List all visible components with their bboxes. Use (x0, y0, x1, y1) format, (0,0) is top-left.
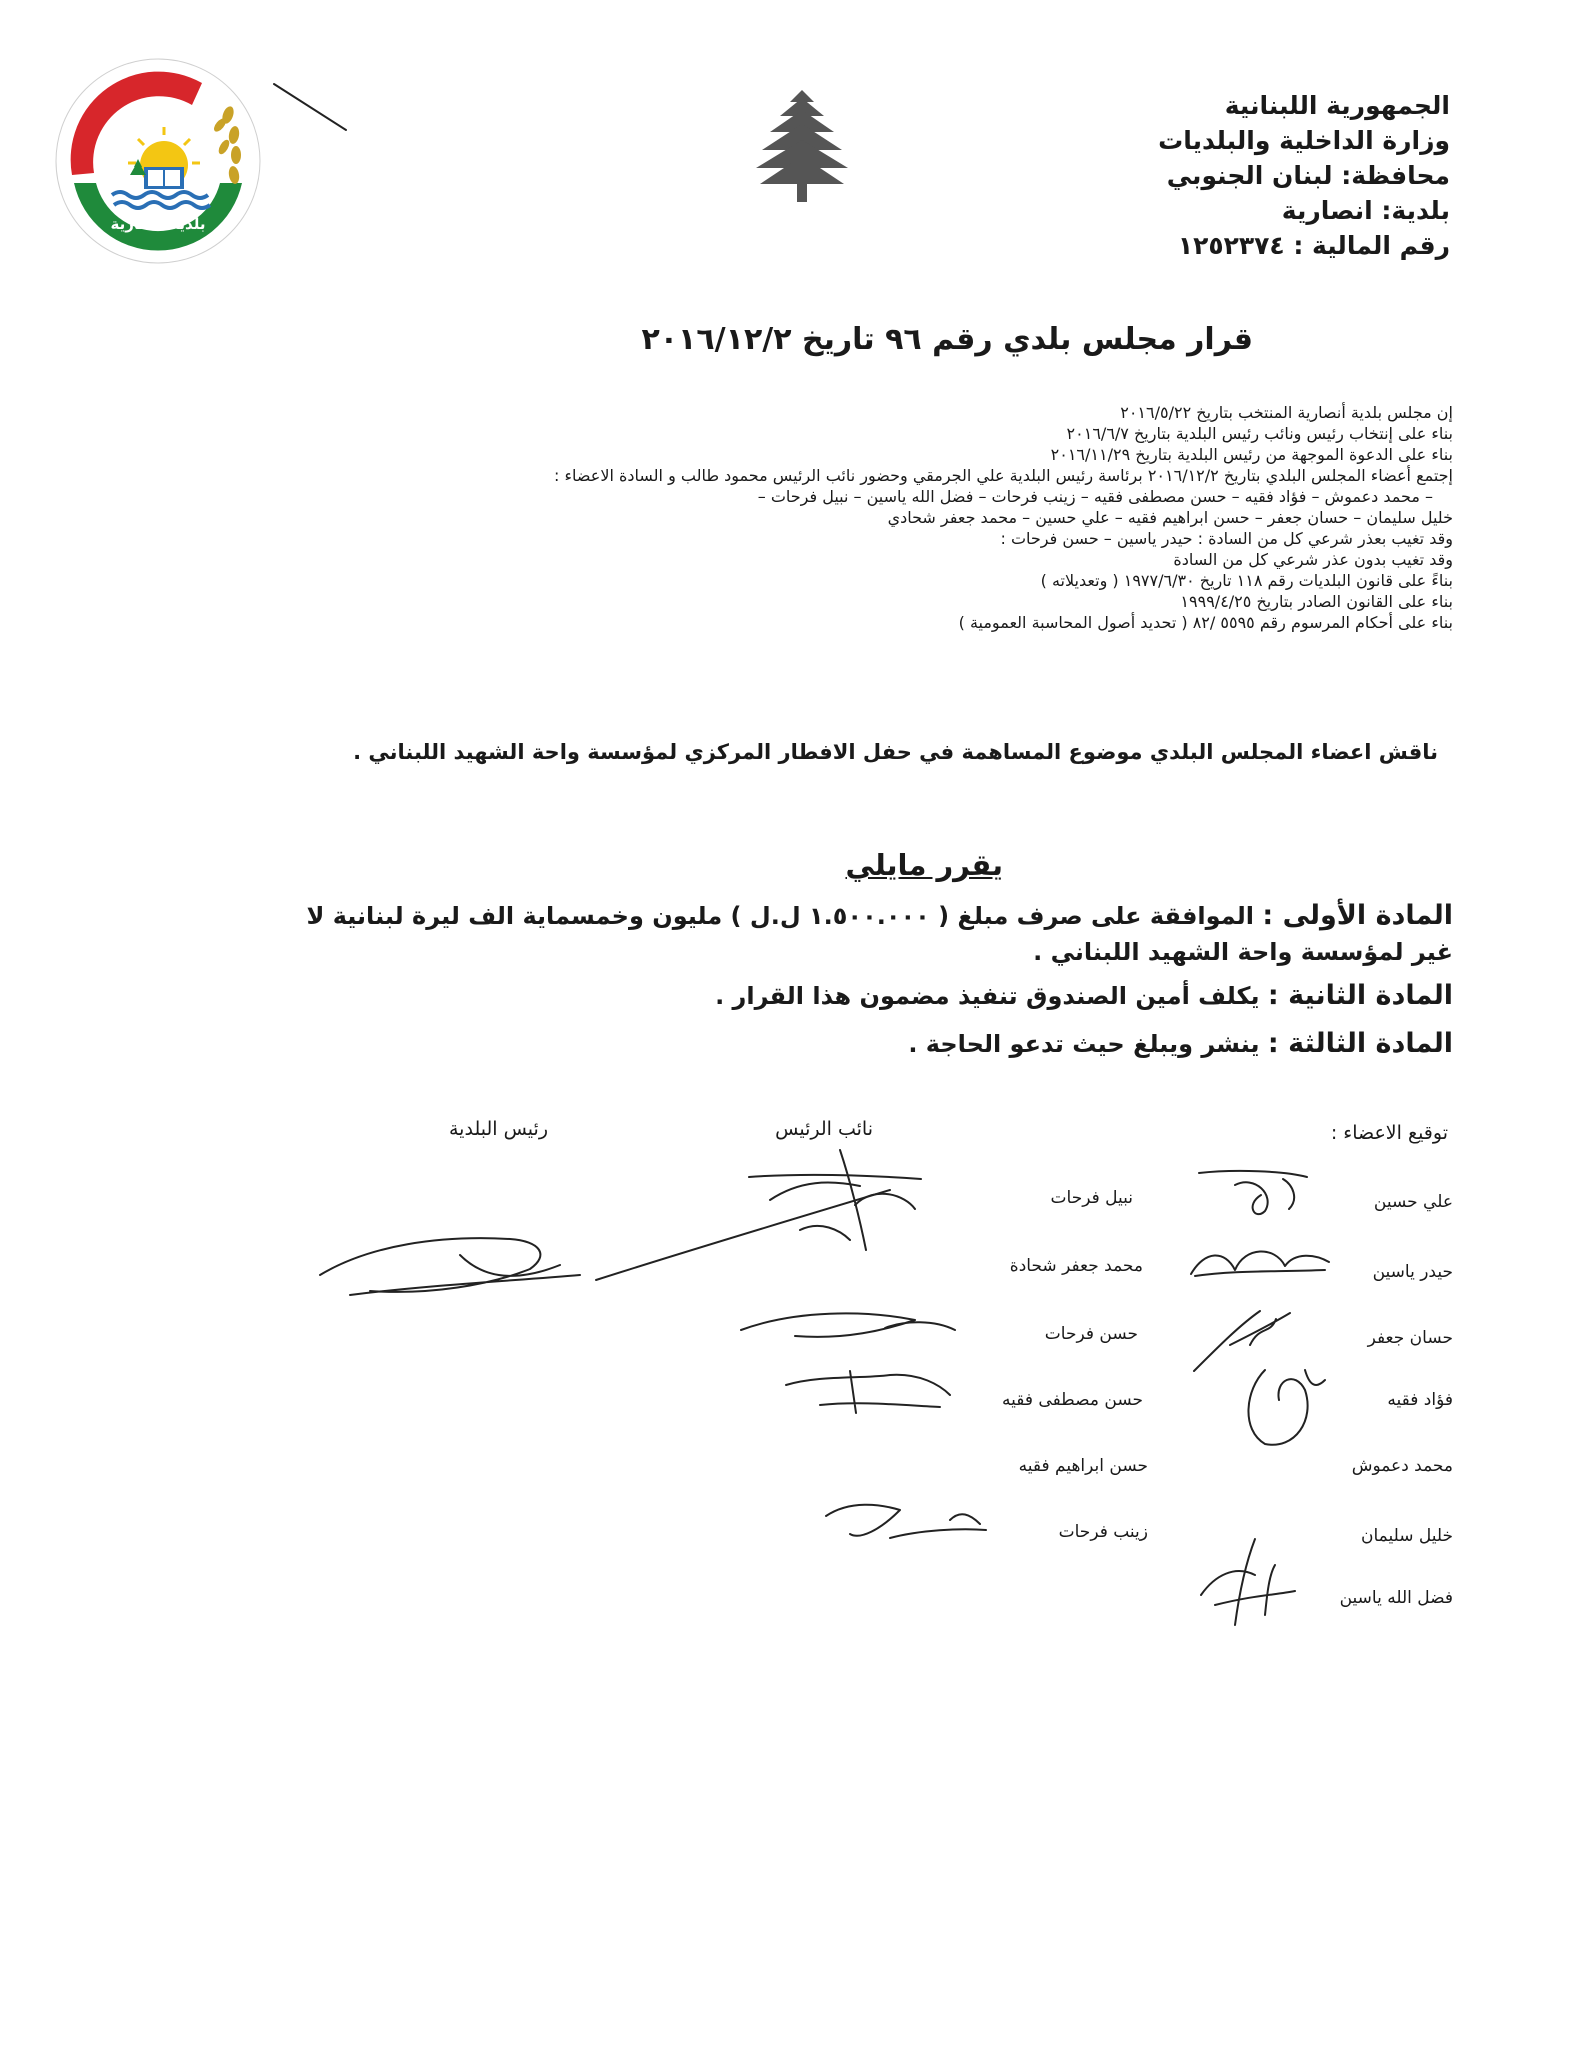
pen-mark (272, 78, 352, 138)
signature (1195, 1165, 1315, 1225)
preamble (433, 402, 1453, 633)
member-name: محمد جعفر شحادة (1009, 1256, 1143, 1276)
preamble-line: إن مجلس بلدية أنصارية المنتخب بتاريخ ٢٠١٦/٥/٢٢ (1120, 403, 1453, 422)
signature (820, 1490, 990, 1550)
decision-title: قرار مجلس بلدي رقم ٩٦ تاريخ ٢٠١٦/١٢/٢ (641, 322, 1253, 357)
members-signature-heading: توقيع الاعضاء : (1330, 1122, 1448, 1144)
preamble-line: بناء على الدعوة الموجهة من رئيس البلدية بتاريخ ٢٠١٦/١١/٢٩ (1050, 445, 1453, 464)
header-governorate: محافظة: لبنان الجنوبي (1166, 161, 1450, 190)
article-1-text: الموافقة على صرف مبلغ ( ١.٥٠٠.٠٠٠ ل.ل ) مليون وخمسماية الف ليرة لبنانية لا غير لمؤسسة واحة الشهيد اللبناني . (306, 902, 1453, 966)
member-name: خليل سليمان (1360, 1526, 1453, 1546)
member-name: حسان جعفر (1367, 1328, 1453, 1348)
article-1-label: المادة الأولى : (1262, 900, 1453, 931)
municipality-logo (52, 55, 264, 267)
member-name: حسن فرحات (1044, 1324, 1138, 1344)
signature (1235, 1360, 1335, 1450)
signature (1195, 1535, 1305, 1630)
preamble-line: بناءً على قانون البلديات رقم ١١٨ تاريخ ١٩٧٧/٦/٣٠ ( وتعديلاته ) (1040, 571, 1453, 590)
signature (310, 1225, 590, 1305)
vice-president-heading: نائب الرئيس (775, 1118, 873, 1140)
header-ministry: وزارة الداخلية والبلديات (1158, 126, 1450, 155)
member-name: فؤاد فقيه (1387, 1390, 1453, 1410)
header-municipality: بلدية: انصارية (1281, 196, 1450, 225)
header-finance-number: رقم المالية : ١٢٥٢٣٧٤ (1177, 231, 1450, 260)
signature (780, 1365, 960, 1425)
member-name: فضل الله ياسين (1339, 1588, 1453, 1608)
signature (735, 1300, 965, 1350)
member-name: زينب فرحات (1058, 1522, 1148, 1542)
member-name: نبيل فرحات (1050, 1188, 1133, 1208)
cedar-tree-icon (752, 88, 852, 208)
signature (590, 1140, 910, 1290)
official-header (1150, 88, 1450, 263)
article-1 (283, 898, 1453, 970)
member-name: محمد دعموش (1351, 1456, 1453, 1476)
preamble-line: خليل سليمان – حسان جعفر – حسن ابراهيم فقيه – علي حسين – محمد جعفر شحادي (887, 508, 1453, 527)
logo-text: بلدية انصارية (110, 215, 206, 233)
member-name: علي حسين (1373, 1192, 1453, 1212)
preamble-line: بناء على أحكام المرسوم رقم ٥٥٩٥ /٨٢ ( تحديد أصول المحاسبة العمومية ) (958, 613, 1453, 632)
president-heading: رئيس البلدية (449, 1118, 548, 1140)
header-republic: الجمهورية اللبنانية (1224, 91, 1450, 120)
discussion-text: ناقش اعضاء المجلس البلدي موضوع المساهمة في حفل الافطار المركزي لمؤسسة واحة الشهيد اللبناني . (353, 740, 1438, 764)
member-name: حيدر ياسين (1372, 1262, 1453, 1282)
article-2-label: المادة الثانية : (1267, 980, 1453, 1011)
signature (1185, 1240, 1335, 1290)
article-2-text: يكلف أمين الصندوق تنفيذ مضمون هذا القرار . (715, 982, 1260, 1010)
preamble-line: وقد تغيب بعذر شرعي كل من السادة : حيدر ياسين – حسن فرحات : (1000, 529, 1453, 548)
preamble-line: بناء على القانون الصادر بتاريخ ١٩٩٩/٤/٢٥ (1180, 592, 1453, 611)
preamble-line: وقد تغيب بدون عذر شرعي كل من السادة (1173, 550, 1453, 569)
preamble-line: بناء على إنتخاب رئيس ونائب رئيس البلدية بتاريخ ٢٠١٦/٦/٧ (1066, 424, 1453, 443)
member-name: حسن مصطفى فقيه (1002, 1390, 1143, 1410)
article-3-label: المادة الثالثة : (1267, 1028, 1453, 1059)
member-name: حسن ابراهيم فقيه (1018, 1456, 1148, 1476)
article-2 (283, 978, 1453, 1014)
articles (283, 898, 1453, 1062)
decides-heading: يقرر مايلي (845, 848, 1003, 882)
article-3 (283, 1026, 1453, 1062)
preamble-line: – محمد دعموش – فؤاد فقيه – حسن مصطفى فقيه – زينب فرحات – فضل الله ياسين – نبيل فرحات – (757, 487, 1433, 506)
preamble-line: إجتمع أعضاء المجلس البلدي بتاريخ ٢٠١٦/١٢/٢ برئاسة رئيس البلدية علي الجرمقي وحضور نائب الرئيس محمود طالب و السادة الاعضاء : (554, 466, 1453, 485)
article-3-text: ينشر ويبلغ حيث تدعو الحاجة . (908, 1030, 1260, 1058)
